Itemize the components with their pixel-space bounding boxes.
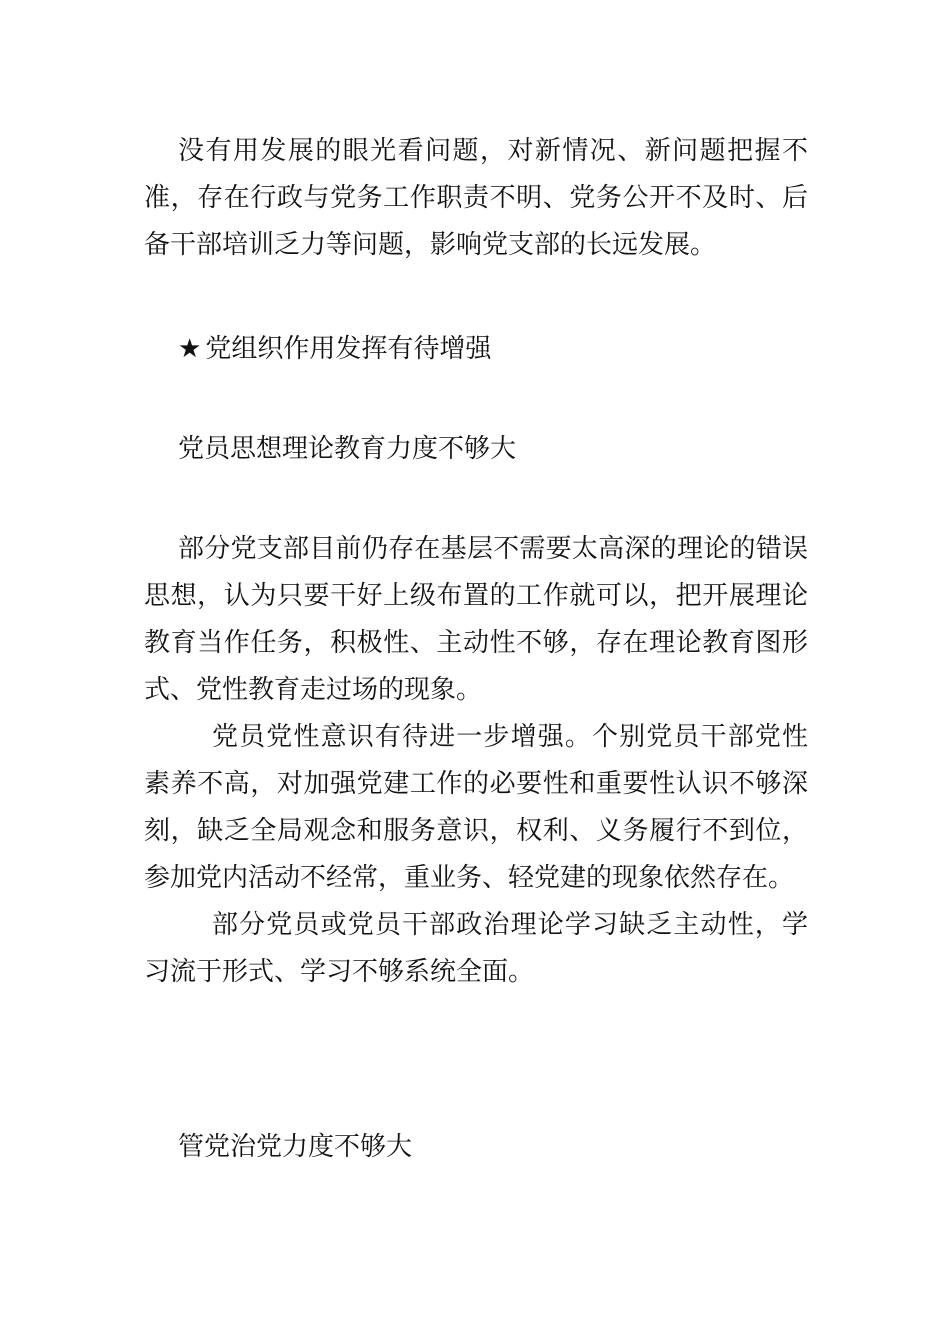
subheading-party-governance: 管党治党力度不够大 — [178, 1132, 413, 1162]
star-icon: ★ — [178, 334, 202, 364]
paragraph-political-study: 部分党员或党员干部政治理论学习缺乏主动性，学习流于形式、学习不够系统全面。 — [144, 910, 808, 987]
paragraph-theory-education: 部分党支部目前仍存在基层不需要太高深的理论的错误思想，认为只要干好上级布置的工作就可以，把开展理论教育当作任务，积极性、主动性不够，存在理论教育图形式、党性教育走过场的现象。 — [144, 534, 808, 705]
section-heading-text: 党组织作用发挥有待增强 — [205, 334, 492, 364]
paragraph-development-view: 没有用发展的眼光看问题，对新情况、新问题把握不准，存在行政与党务工作职责不明、党务公开不及时、后备干部培训乏力等问题，影响党支部的长远发展。 — [144, 136, 808, 260]
subheading-theory-education: 党员思想理论教育力度不够大 — [178, 434, 517, 464]
section-heading-party-organization — [178, 326, 491, 373]
paragraph-party-consciousness: 党员党性意识有待进一步增强。个别党员干部党性素养不高，对加强党建工作的必要性和重要性认识不够深刻，缺乏全局观念和服务意识，权利、义务履行不到位，参加党内活动不经常，重业务、轻党建的现象依然存在。 — [144, 722, 808, 893]
